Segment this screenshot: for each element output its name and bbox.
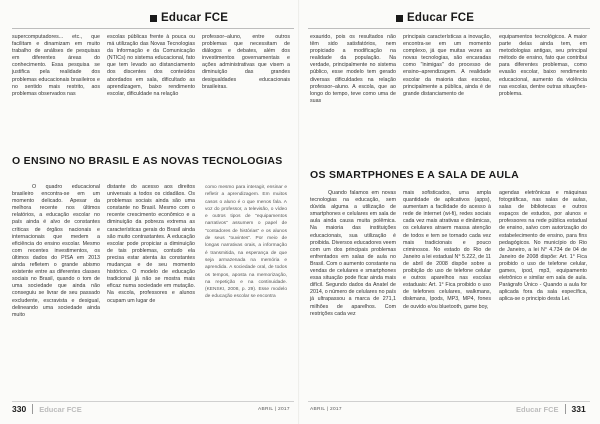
right-footer [516,404,586,414]
left-section-column-2 [107,184,195,305]
right-top-column-3 [499,34,587,98]
right-page-header [396,12,474,24]
left-page-header [150,12,228,24]
page-number: 331 [571,404,586,414]
header-square-icon [396,15,403,22]
left-section-title: O ENSINO NO BRASIL E AS NOVAS TECNOLOGIAS [12,155,283,167]
right-top-column-2 [403,34,491,98]
right-footer-date: ABRIL | 2017 [310,407,342,412]
right-header-rule [308,28,590,29]
footer-brand: Educar FCE [516,404,559,414]
footer-divider [32,404,33,414]
right-footer-rule [308,401,590,402]
left-footer-rule [12,401,294,402]
column-text: agendas eletrônicas e máquinas fotográficas, nas salas de aulas, salas de bibliotecas e outros espaços de estudos, por alunos e professores na rede pública estadual de ensino, salvo com autorização do estabelecimento de ensino, para fins pedagógicos. No município do Rio de Janeiro, a lei N° 4.734 de 04 de Janeiro de 2008 dispõe: Art. 1° Fica proibido o uso de telefone celular, games, ipod, mp3, equipamento eletrônico e similar em sala de aula. Parágrafo Único - Quando a aula for aplicada fora da sala específica, aplica-se o principio desta Lei. [499,190,587,303]
left-top-column-1 [12,34,100,98]
left-header-rule [12,28,294,29]
page-number: 330 [12,404,27,414]
right-page [300,0,600,424]
footer-divider [565,404,566,414]
column-text: Quando falamos em novas tecnologias na educação, sem dúvida alguma a utilização de smartphones e celulares em sala de aula ainda causa muita polêmica. Na maioria das instituições educacionais, sua utilização é proibida. Diversos educadores veem com um dos principais problemas enfrentados em salas de aula no Brasil. Com o aumento constante na vendas de celulares e smartphones essa situação pode ficar ainda mais difícil. Segundo dados da Anatel de 2014, o número de celulares no país já ultrapassou a marca de 271,1 milhões de aparelhos. Com restrições cada vez [310,190,396,317]
left-header-title: Educar FCE [161,12,229,24]
column-text: O quadro educacional brasileiro encontra-se em um momento delicado. Apesar da melhora recente nos últimos relatórios, a educação escolar no país ainda é alvo de constantes críticas de órgãos nacionais e internacionais que medem a eficiência do ensino escolar. Mesmo com recentes investimentos, os últimos dados do PISA em 2013 ainda refletem o grande abismo existente entre as diferentes classes sociais no Brasil, quando o tom de uma sociedade que ainda não conseguiu se livrar de seu passado excludente, escravista e desigual, delineando uma sociedade ainda muito [12,184,100,318]
column-text: como mesmo para interagir, ensinar e refletir a aprendizagem. Em muitos casos o aluno é o que menos fala. A voz do professor, a televisão, o vídeo e outros tipos de "equipamentos narrativos" assumem o papel de "contadores de histórias" e os alunos de seus "ouvintes". Por meio de longas narrativas orais, a informação é transmitida, na esperança de que seja armazenada na memória e aprendida. A sociedade oral, de todos os tempos, aposta na memorização, na repetição e na continuidade. (KENSKI, 2008, p. 29). Esse modelo de educação escolar se encontra [205,185,287,300]
left-top-column-3 [202,34,290,91]
right-top-column-1 [310,34,396,105]
column-text: escolas públicas frente à pouca ou má utilização das Novas Tecnologias da Informação e da Comunicação (NTICs) no sistema educacional, fato que tem levado ao distanciamento dos discentes dos conteúdos abordados em sala, dificultado as aprendizagem, baixo rendimento escolar, dificuldade na relação [107,34,195,97]
right-section-column-3 [499,190,587,304]
left-top-column-2 [107,34,195,98]
left-footer-date: ABRIL | 2017 [258,407,290,412]
right-section-title: OS SMARTPHONES E A SALA DE AULA [310,169,520,181]
right-section-column-2 [403,190,491,311]
column-text: distante do acesso aos direitos universais a todos os cidadãos. Os problemas sociais ainda são uma constante no Brasil. Mesmo com o recente crescimento econômico e a diminuição da pobreza extrema as características gerais do Brasil ainda são muito contrastantes. A educação escolar pode propiciar a diminuição de tais problemas, contudo ela precisa estar atenta às constantes mudanças e de seu momento histórico. O modelo de educação tradicional já não se mostra mais eficaz numa sociedade em mutação. Na escola, professores e alunos ocupam um lugar de [107,184,195,304]
right-header-title: Educar FCE [407,12,475,24]
column-text: equipamentos tecnológicos. A maior parte delas ainda tem, em metodologias antigas, seu principal método de ensino, fato que contribui para diferentes problemas, como evasão escolar, baixo rendimento educacional, aumento da violência nas escolas, dentre outras situações-problema. [499,34,587,97]
header-square-icon [150,15,157,22]
column-text: exaurido, pois os resultados não têm sido satisfatórios, nem propiciado a modificação na realidade da população. Na verdade, principalmente no sistema público, esse modelo tem gerado diversas dificuldades na relação professor–aluno. A escola, que ao longo do tempo, teve como uma de suas [310,34,396,104]
column-text: supercomputadores... etc., que facilitam e dinamizam em muito trabalho de análises de pesquisas em diferentes áreas do conhecimento. Essa pesquisa se justifica pela realidade dos problemas educacionais brasileiros e no sentido mais restrito, aos problemas observados nas [12,34,100,97]
left-footer [12,404,82,414]
column-text: professor–aluno, entre outros problemas que necessitam de diálogos e debates, além dos investimentos governamentais e ações administrativas que visem a diminuição das grandes desigualdades educacionais brasileiras. [202,34,290,90]
column-text: principais características a inovação, encontra-se em um momento complexo, já que muitas vezes as novas tecnologias, são encaradas como "inimigas" do processo de ensino–aprendizagem. A realidade escolar da maioria das escolas, principalmente a pública, ainda é de grande distanciamento de [403,34,491,97]
footer-brand: Educar FCE [39,404,82,414]
column-text: mais sofisticados, uma ampla quantidade de aplicativos (apps), aumentam a facilidade do acesso à rede de internet (wi-fi), redes sociais cada vez mais atrativas e dinâmicas, os celulares atraem massa atenção de todos e tem se tornado cada vez mais tradicionais e pouco criminosos. No estado do Rio de Janeiro a lei estadual N° 5.222, de 11 de abril de 2008 dispõe sobre a proibição do uso de telefone celular e outros aparelhos nas escolas estaduais: Art. 1° Fica proibido o uso de telefones celulares, walkmans, diskmans, Ipods, MP3, MP4, fones de ouvido e/ou bluetooth, game boy, [403,190,492,310]
left-section-column-3 [205,184,287,301]
left-section-column-1 [12,184,100,319]
right-section-column-1 [310,190,396,318]
